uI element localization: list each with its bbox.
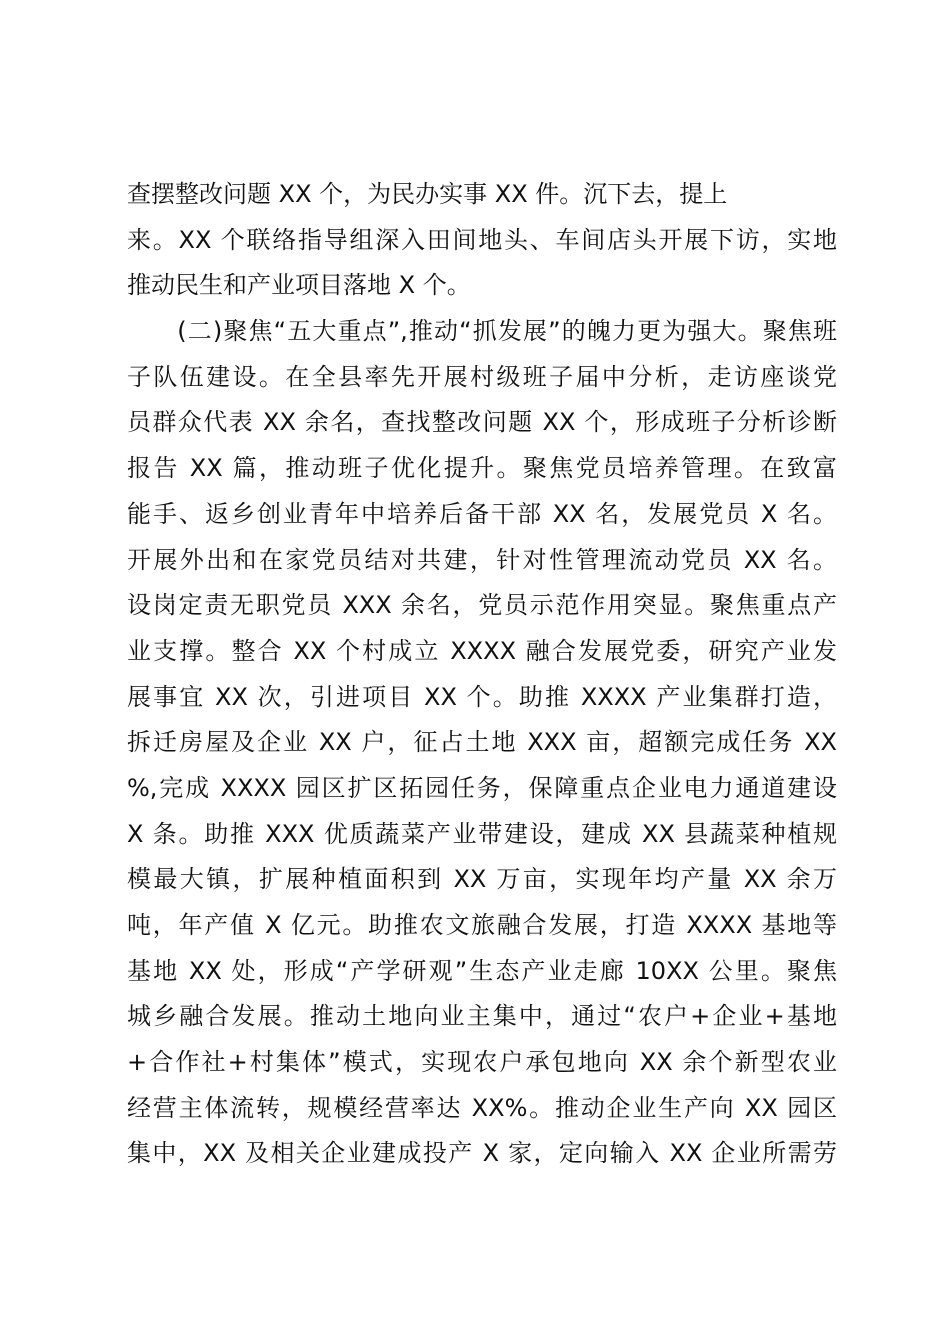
text-line: 集中，XX 及相关企业建成投产 X 家，定向输入 XX 企业所需劳: [127, 1139, 837, 1168]
text-line: 业支撑。整合 XX 个村成立 XXXX 融合发展党委，研究产业发: [127, 636, 837, 665]
text-line: +合作社+村集体”模式，实现农户承包地向 XX 余个新型农业: [127, 1048, 837, 1077]
text-line: X 条。助推 XXX 优质蔬菜产业带建设，建成 XX 县蔬菜种植规: [127, 819, 837, 848]
text-line: 模最大镇，扩展种植面积到 XX 万亩，实现年均产量 XX 余万: [127, 865, 837, 894]
text-line: 城乡融合发展。推动土地向业主集中，通过“农户+企业+基地: [127, 1002, 837, 1031]
text-line: 查摆整改问题 XX 个，为民办实事 XX 件。沉下去，提上: [127, 180, 728, 208]
text-line: 开展外出和在家党员结对共建，针对性管理流动党员 XX 名。: [127, 545, 837, 574]
text-line: 经营主体流转，规模经营率达 XX%。推动企业生产向 XX 园区: [127, 1093, 837, 1122]
text-line: 基地 XX 处，形成“产学研观”生态产业走廊 10XX 公里。聚焦: [127, 956, 837, 985]
text-line: %,完成 XXXX 园区扩区拓园任务，保障重点企业电力通道建设: [127, 773, 837, 802]
text-line: (二)聚焦“五大重点”,推动“抓发展”的魄力更为强大。聚焦班: [127, 317, 837, 346]
text-line: 吨，年产值 X 亿元。助推农文旅融合发展，打造 XXXX 基地等: [127, 911, 837, 939]
text-line: 子队伍建设。在全县率先开展村级班子届中分析，走访座谈党: [127, 362, 837, 391]
text-line: 报告 XX 篇，推动班子优化提升。聚焦党员培养管理。在致富: [127, 454, 837, 483]
text-line: 来。XX 个联络指导组深入田间地头、车间店头开展下访，实地: [127, 225, 837, 254]
text-line: 推动民生和产业项目落地 X 个。: [127, 271, 471, 300]
text-line: 展事宜 XX 次，引进项目 XX 个。助推 XXXX 产业集群打造，: [127, 682, 837, 711]
text-line: 员群众代表 XX 余名，查找整改问题 XX 个，形成班子分析诊断: [127, 408, 837, 437]
body-text: [127, 172, 837, 1177]
text-line: 设岗定责无职党员 XXX 余名，党员示范作用突显。聚焦重点产: [127, 591, 837, 620]
text-line: 能手、返乡创业青年中培养后备干部 XX 名，发展党员 X 名。: [127, 499, 837, 528]
text-line: 拆迁房屋及企业 XX 户，征占土地 XXX 亩，超额完成任务 XX: [127, 728, 837, 757]
